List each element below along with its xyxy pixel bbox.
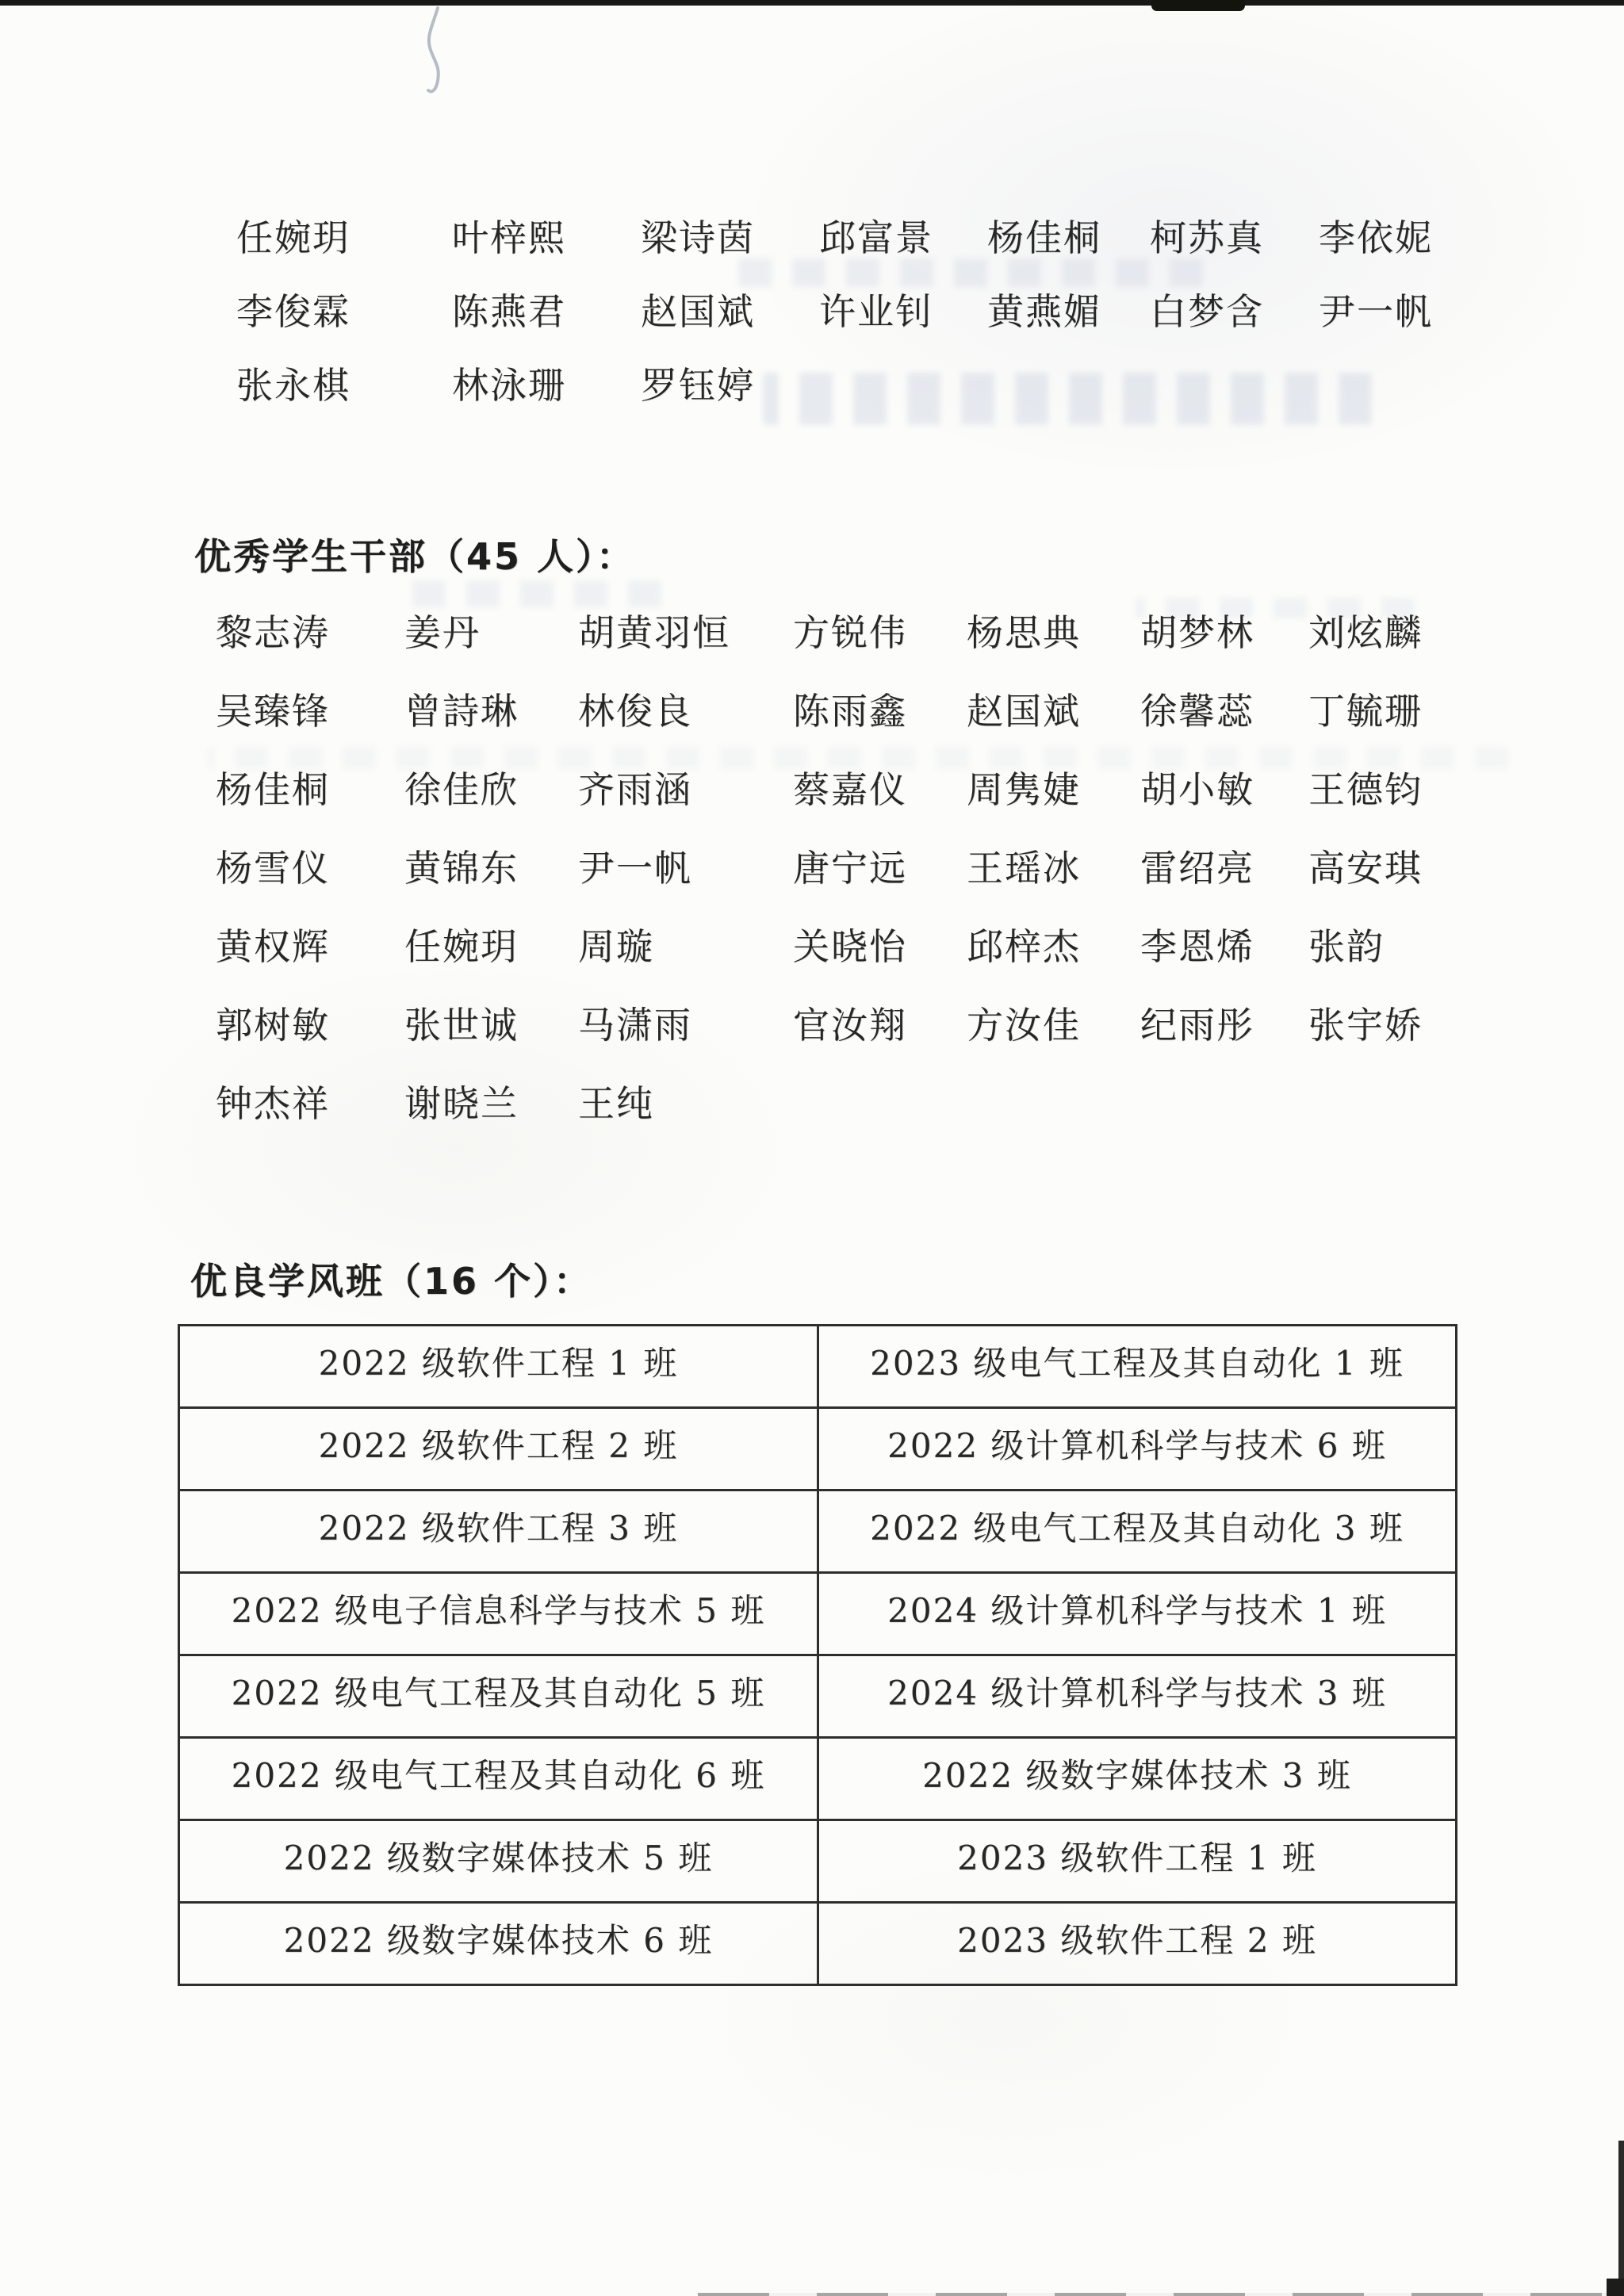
pen-squiggle-mark	[419, 6, 454, 98]
student-name: 方锐伟	[793, 610, 907, 654]
student-name: 胡黄羽恒	[578, 610, 730, 654]
class-cell-right: 2022 级计算机科学与技术 6 班	[887, 1426, 1387, 1465]
student-name: 雷绍亮	[1140, 846, 1254, 890]
student-name: 张永棋	[236, 363, 350, 407]
scan-right-edge-line	[1618, 2141, 1624, 2296]
student-name: 唐宁远	[793, 846, 907, 890]
student-name: 黄锦东	[404, 846, 519, 890]
student-name: 任婉玥	[236, 216, 350, 259]
class-cell-left: 2022 级软件工程 3 班	[180, 1491, 819, 1571]
student-name: 周璇	[578, 924, 654, 968]
student-name: 黎志涛	[216, 610, 330, 654]
name-row	[0, 748, 1624, 826]
student-name: 陈燕君	[452, 289, 566, 333]
student-name: 李依妮	[1319, 216, 1433, 259]
student-name: 李俊霖	[236, 289, 350, 333]
student-name: 杨佳桐	[216, 767, 330, 811]
name-row	[0, 983, 1624, 1062]
name-row	[0, 1062, 1624, 1140]
student-name: 许业钊	[819, 289, 933, 333]
student-name: 尹一帆	[1319, 289, 1433, 333]
student-name: 徐佳欣	[404, 767, 519, 811]
student-name: 陈雨鑫	[793, 689, 907, 733]
class-table	[178, 1324, 1457, 1986]
student-name: 关晓怡	[793, 924, 907, 968]
student-name: 叶梓熙	[452, 216, 566, 259]
student-name: 黄燕媚	[987, 289, 1101, 333]
name-row	[0, 826, 1624, 905]
student-name: 林泳珊	[452, 363, 566, 407]
class-cell-right: 2024 级计算机科学与技术 1 班	[887, 1591, 1387, 1630]
scan-top-edge-blob	[1151, 0, 1245, 11]
class-cell-left: 2022 级电气工程及其自动化 6 班	[180, 1739, 819, 1819]
table-row	[180, 1654, 1455, 1736]
student-name: 钟杰祥	[216, 1081, 330, 1125]
student-name: 刘炫麟	[1308, 610, 1423, 654]
student-name: 黄权辉	[216, 924, 330, 968]
class-cell-right: 2024 级计算机科学与技术 3 班	[887, 1674, 1387, 1712]
student-name: 胡小敏	[1140, 767, 1254, 811]
class-cell-left: 2022 级软件工程 2 班	[180, 1409, 819, 1489]
student-name: 白梦含	[1150, 289, 1264, 333]
table-row	[180, 1489, 1455, 1571]
student-name: 曾詩琳	[404, 689, 519, 733]
student-name: 纪雨彤	[1140, 1003, 1254, 1047]
student-name: 梁诗茵	[641, 216, 755, 259]
student-name: 丁毓珊	[1308, 689, 1423, 733]
class-cell-right: 2023 级电气工程及其自动化 1 班	[870, 1344, 1404, 1383]
class-cell-left: 2022 级数字媒体技术 5 班	[180, 1821, 819, 1901]
student-name: 胡梦林	[1140, 610, 1254, 654]
student-name: 任婉玥	[404, 924, 519, 968]
student-name: 高安琪	[1308, 846, 1423, 890]
student-name: 王德钧	[1308, 767, 1423, 811]
student-name: 林俊良	[578, 689, 692, 733]
student-name: 张韵	[1308, 924, 1385, 968]
name-row	[0, 272, 1624, 346]
student-name: 吴臻锋	[216, 689, 330, 733]
table-row	[180, 1571, 1455, 1654]
scan-corner-mark	[1607, 2279, 1624, 2296]
student-name: 张世诚	[404, 1003, 519, 1047]
table-row	[180, 1406, 1455, 1489]
section-heading-cadres: 优秀学生干部（45 人）：	[194, 535, 636, 578]
class-cell-right: 2022 级数字媒体技术 3 班	[922, 1756, 1352, 1795]
student-name: 谢晓兰	[404, 1081, 519, 1125]
student-name: 柯苏真	[1150, 216, 1264, 259]
table-row	[180, 1901, 1455, 1984]
student-name: 尹一帆	[578, 846, 692, 890]
student-name: 罗钰婷	[641, 363, 755, 407]
class-cell-left: 2022 级数字媒体技术 6 班	[180, 1904, 819, 1984]
table-row	[180, 1326, 1455, 1406]
student-name: 周隽婕	[967, 767, 1081, 811]
student-name: 蔡嘉仪	[793, 767, 907, 811]
name-row	[0, 198, 1624, 272]
student-name: 王瑶冰	[967, 846, 1081, 890]
student-name: 邱富景	[819, 216, 933, 259]
student-name: 姜丹	[404, 610, 481, 654]
student-name: 赵国斌	[967, 689, 1081, 733]
student-name: 齐雨涵	[578, 767, 692, 811]
student-name: 邱梓杰	[967, 924, 1081, 968]
student-name: 杨思典	[967, 610, 1081, 654]
class-cell-left: 2022 级电子信息科学与技术 5 班	[180, 1574, 819, 1654]
cadre-names-grid	[0, 591, 1624, 1140]
student-name: 杨佳桐	[987, 216, 1101, 259]
class-cell-left: 2022 级软件工程 1 班	[180, 1326, 819, 1406]
student-name: 郭树敏	[216, 1003, 330, 1047]
student-name: 马潇雨	[578, 1003, 692, 1047]
name-row	[0, 905, 1624, 983]
student-name: 赵国斌	[641, 289, 755, 333]
section-heading-classes: 优良学风班（16 个）：	[190, 1260, 593, 1303]
name-row	[0, 591, 1624, 669]
class-cell-right: 2022 级电气工程及其自动化 3 班	[870, 1509, 1404, 1548]
table-row	[180, 1736, 1455, 1819]
student-name: 杨雪仪	[216, 846, 330, 890]
student-name: 官汝翔	[793, 1003, 907, 1047]
scan-bottom-edge-line	[698, 2293, 1624, 2296]
name-row	[0, 346, 1624, 419]
class-cell-right: 2023 级软件工程 2 班	[957, 1921, 1317, 1960]
table-row	[180, 1819, 1455, 1901]
name-row	[0, 669, 1624, 748]
class-cell-right: 2023 级软件工程 1 班	[957, 1839, 1317, 1877]
student-name: 王纯	[578, 1081, 654, 1125]
student-name: 方汝佳	[967, 1003, 1081, 1047]
continued-names-grid	[0, 198, 1624, 419]
student-name: 李恩烯	[1140, 924, 1254, 968]
student-name: 徐馨蕊	[1140, 689, 1254, 733]
class-cell-left: 2022 级电气工程及其自动化 5 班	[180, 1656, 819, 1736]
scan-top-edge-line	[0, 0, 1624, 6]
student-name: 张宇娇	[1308, 1003, 1423, 1047]
